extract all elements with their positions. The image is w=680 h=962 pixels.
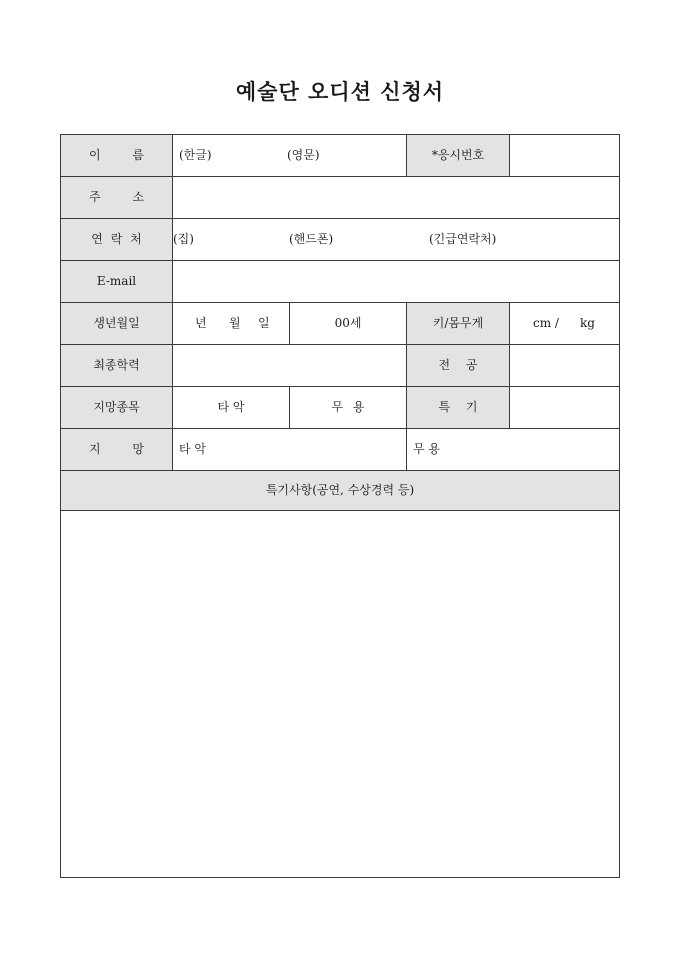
specialty-label: 특 기 [407,387,510,428]
address-input[interactable] [173,177,619,218]
application-form [60,134,620,878]
exam-number-input[interactable] [510,135,619,176]
kg-unit: kg [580,316,595,330]
contact-input[interactable] [173,219,619,260]
notes-header: 특기사항(공연, 수상경력 등) [61,471,619,511]
name-input[interactable] [173,135,407,176]
mobile-phone-hint: (핸드폰) [289,232,334,246]
desired-field-row [61,387,619,429]
aspiration-percussion[interactable]: 타 악 [173,429,407,470]
form-title: 예술단 오디션 신청서 [235,79,445,104]
percussion-option[interactable]: 타 악 [173,387,290,428]
address-label: 주 소 [61,177,173,218]
email-label: E-mail [61,261,173,302]
education-label: 최종학력 [61,345,173,386]
dance-option[interactable]: 무 용 [290,387,407,428]
korean-name-hint: (한글) [179,148,212,162]
aspiration-row [61,429,619,471]
exam-number-label: *응시번호 [407,135,510,176]
home-phone-hint: (집) [173,232,194,246]
aspiration-dance[interactable]: 무 용 [413,442,440,456]
age-field[interactable]: 00세 [290,303,407,344]
major-label: 전 공 [407,345,510,386]
name-label: 이 름 [61,135,173,176]
email-input[interactable] [173,261,619,302]
height-weight-input[interactable] [510,303,619,344]
contact-row [61,219,619,261]
cm-unit: cm / [533,316,559,330]
emergency-contact-hint: (긴급연락처) [429,232,497,246]
year-unit: 년 [195,316,207,330]
birth-row [61,303,619,345]
aspiration-label: 지 망 [61,429,173,470]
education-row [61,345,619,387]
specialty-input[interactable] [510,387,619,428]
address-row [61,177,619,219]
day-unit: 일 [258,316,270,330]
major-input[interactable] [510,345,619,386]
name-row [61,135,619,177]
email-row [61,261,619,303]
height-weight-label: 키/몸무게 [407,303,510,344]
notes-textarea[interactable] [61,511,619,877]
birth-label: 생년월일 [61,303,173,344]
desired-field-label: 지망종목 [61,387,173,428]
birth-date-input[interactable] [173,303,290,344]
month-unit: 월 [229,316,241,330]
education-input[interactable] [173,345,407,386]
contact-label: 연 락 처 [61,219,173,260]
english-name-hint: (영문) [287,148,320,162]
